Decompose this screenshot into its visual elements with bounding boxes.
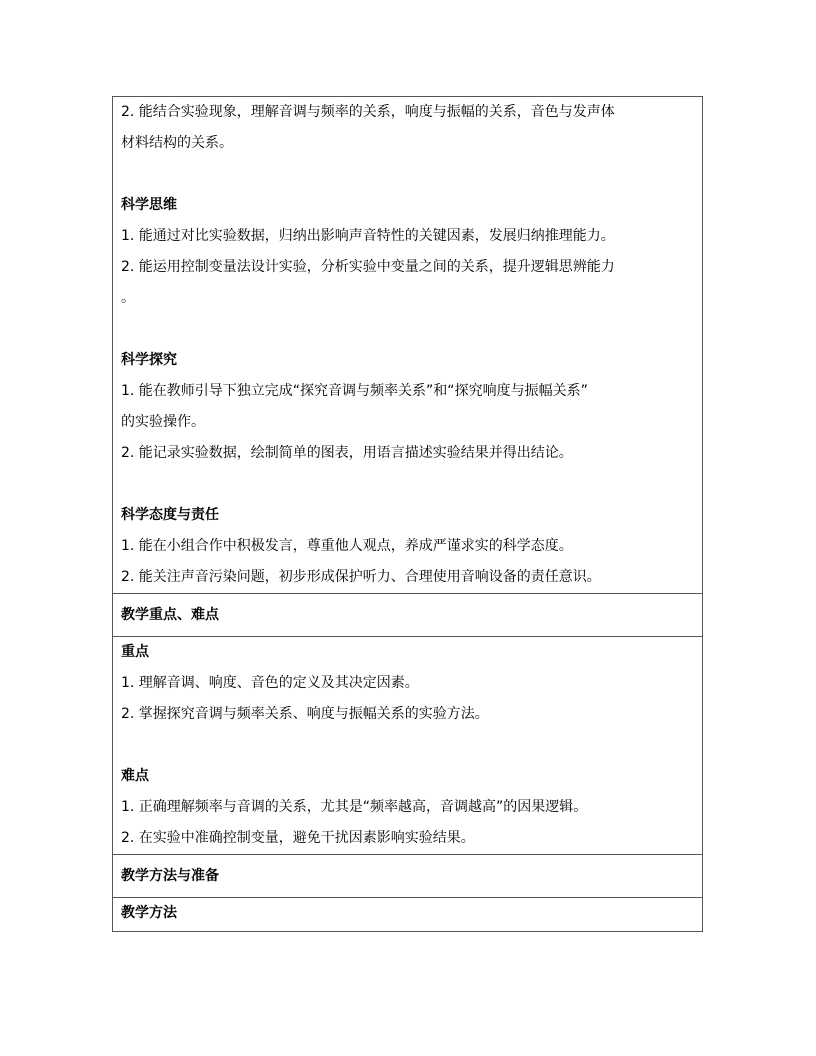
spacer bbox=[121, 469, 694, 500]
lesson-plan-table bbox=[112, 96, 703, 932]
difficult-points-heading: 难点 bbox=[121, 768, 149, 784]
spacer bbox=[121, 159, 694, 190]
thinking-item-2-line-2: 。 bbox=[121, 290, 135, 306]
key-point-item-1: 1. 理解音调、响度、音色的定义及其决定因素。 bbox=[121, 675, 419, 691]
teaching-methods-heading: 教学方法 bbox=[121, 905, 177, 921]
attitude-item-2: 2. 能关注声音污染问题，初步形成保护听力、合理使用音响设备的责任意识。 bbox=[121, 569, 601, 585]
key-difficult-section-header bbox=[113, 594, 702, 637]
attitude-item-1: 1. 能在小组合作中积极发言，尊重他人观点，养成严谨求实的科学态度。 bbox=[121, 538, 573, 554]
key-points-heading: 重点 bbox=[121, 644, 149, 660]
concept-item-2-line-2: 材料结构的关系。 bbox=[121, 135, 233, 151]
thinking-item-2-line-1: 2. 能运用控制变量法设计实验，分析实验中变量之间的关系，提升逻辑思辨能力 bbox=[121, 259, 615, 275]
key-difficult-cell bbox=[113, 637, 702, 855]
scientific-inquiry-heading: 科学探究 bbox=[121, 352, 177, 368]
objectives-cell bbox=[113, 97, 702, 594]
spacer bbox=[121, 730, 694, 761]
key-point-item-2: 2. 掌握探究音调与频率关系、响度与振幅关系的实验方法。 bbox=[121, 706, 489, 722]
attitude-responsibility-heading: 科学态度与责任 bbox=[121, 507, 219, 523]
methods-cell bbox=[113, 898, 702, 931]
spacer bbox=[121, 314, 694, 345]
difficult-point-item-1: 1. 正确理解频率与音调的关系，尤其是“频率越高，音调越高”的因果逻辑。 bbox=[121, 799, 588, 815]
inquiry-item-1-line-2: 的实验操作。 bbox=[121, 414, 205, 430]
methods-section-header bbox=[113, 855, 702, 898]
methods-preparation-title: 教学方法与准备 bbox=[121, 867, 219, 884]
concept-item-2-line-1: 2. 能结合实验现象，理解音调与频率的关系，响度与振幅的关系，音色与发声体 bbox=[121, 104, 615, 120]
key-difficult-title: 教学重点、难点 bbox=[121, 606, 219, 623]
inquiry-item-2: 2. 能记录实验数据，绘制简单的图表，用语言描述实验结果并得出结论。 bbox=[121, 445, 573, 461]
scientific-thinking-heading: 科学思维 bbox=[121, 197, 177, 213]
thinking-item-1: 1. 能通过对比实验数据，归纳出影响声音特性的关键因素，发展归纳推理能力。 bbox=[121, 228, 615, 244]
difficult-point-item-2: 2. 在实验中准确控制变量，避免干扰因素影响实验结果。 bbox=[121, 830, 475, 846]
inquiry-item-1-line-1: 1. 能在教师引导下独立完成“探究音调与频率关系”和“探究响度与振幅关系” bbox=[121, 383, 588, 399]
